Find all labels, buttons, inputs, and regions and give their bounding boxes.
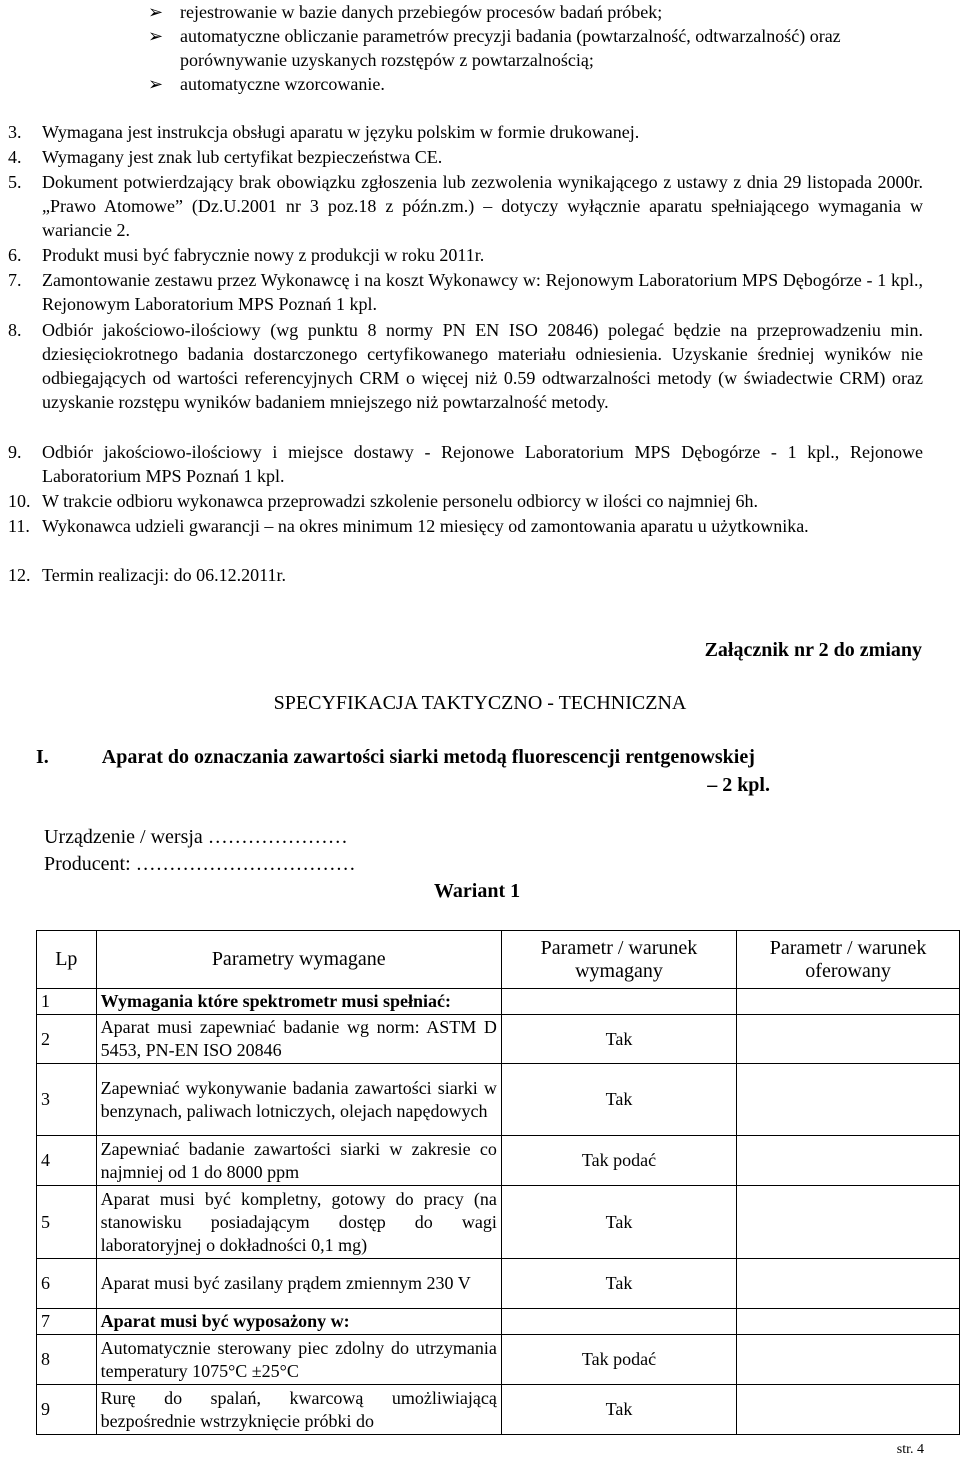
cell-param: Zapewniać wykonywanie badania zawartości siarki w benzynach, paliwach lotniczych, olejach napędowych [96, 1064, 501, 1136]
arrow-bullet-icon: ➢ [148, 74, 164, 94]
table-header-row [37, 931, 960, 989]
cell-lp: 3 [37, 1064, 97, 1136]
cell-lp: 2 [37, 1015, 97, 1064]
bullet-text: automatyczne wzorcowanie. [180, 74, 385, 94]
section-quantity: – 2 kpl. [707, 774, 770, 796]
cell-required [501, 1309, 736, 1335]
cell-param: Rurę do spalań, kwarcową umożliwiającą bezpośrednie wstrzyknięcie próbki do [96, 1385, 501, 1435]
numbered-item [8, 440, 923, 488]
numbered-item [8, 268, 923, 316]
item-text: Termin realizacji: do 06.12.2011r. [42, 565, 287, 585]
section-heading [36, 746, 755, 769]
table-row [37, 1335, 960, 1385]
bullet-text: rejestrowanie w bazie danych przebiegów procesów badań próbek; [180, 2, 663, 22]
item-text: W trakcie odbioru wykonawca przeprowadzi szkolenie personelu odbiorcy w ilości co najmniej 6h. [42, 491, 758, 511]
spec-table [36, 930, 960, 1435]
attachment-label: Załącznik nr 2 do zmiany [704, 639, 922, 661]
cell-lp: 1 [37, 989, 97, 1015]
item-text: Zamontowanie zestawu przez Wykonawcę i na koszt Wykonawcy w: Rejonowym Laboratorium MPS Dębogórze - 1 kpl., Rejonowym Laboratorium MPS Poznań 1 kpl. [42, 270, 923, 314]
cell-param: Automatycznie sterowany piec zdolny do utrzymania temperatury 1075°C ±25°C [96, 1335, 501, 1385]
cell-lp: 7 [37, 1309, 97, 1335]
table-row [37, 989, 960, 1015]
item-number: 12. [8, 565, 31, 585]
table-row [37, 1064, 960, 1136]
item-number: 5. [8, 172, 22, 192]
header-lp: Lp [37, 931, 97, 989]
cell-lp: 9 [37, 1385, 97, 1435]
item-text: Dokument potwierdzający brak obowiązku zgłoszenia lub zezwolenia wynikającego z ustawy z dnia 29 listopada 2000r. „Prawo Atomowe” (Dz.U.2001 nr 3 poz.18 z późn.zm.) – dotyczy wyłącznie aparatu spełniającego wymagania w wariancie 2. [42, 172, 923, 240]
cell-offered [737, 1385, 960, 1435]
item-number: 8. [8, 320, 22, 340]
item-number: 11. [8, 516, 30, 536]
cell-param: Aparat musi być zasilany prądem zmiennym 230 V [96, 1259, 501, 1309]
table-row [37, 1259, 960, 1309]
bullet-text: automatyczne obliczanie parametrów precyzji badania (powtarzalność, odtwarzalność) oraz porównywanie uzyskanych rozstępów z powtarzalnością; [180, 26, 841, 70]
numbered-item [8, 514, 923, 538]
producer-line: Producent: …………………………… [44, 853, 356, 875]
device-version-line: Urządzenie / wersja ………………… [44, 826, 348, 848]
item-number: 7. [8, 270, 22, 290]
cell-param: Wymagania które spektrometr musi spełniać: [96, 989, 501, 1015]
section-title: Aparat do oznaczania zawartości siarki metodą fluorescencji rentgenowskiej [101, 746, 755, 768]
bullet-item [148, 24, 925, 72]
cell-offered [737, 1335, 960, 1385]
numbered-item [8, 120, 923, 144]
numbered-item [8, 489, 923, 513]
cell-offered [737, 989, 960, 1015]
table-row [37, 1385, 960, 1435]
cell-offered [737, 1015, 960, 1064]
item-text: Wymagana jest instrukcja obsługi aparatu w języku polskim w formie drukowanej. [42, 122, 640, 142]
item-text: Wykonawca udzieli gwarancji – na okres minimum 12 miesięcy od zamontowania aparatu u użytkownika. [42, 516, 809, 536]
header-required: Parametr / warunek wymagany [501, 931, 736, 989]
numbered-item [8, 170, 923, 242]
item-number: 4. [8, 147, 22, 167]
numbered-item [8, 563, 923, 587]
numbered-item [8, 318, 923, 414]
cell-required: Tak [501, 1064, 736, 1136]
cell-offered [737, 1136, 960, 1186]
cell-required: Tak [501, 1259, 736, 1309]
cell-param: Aparat musi być wyposażony w: [96, 1309, 501, 1335]
cell-required [501, 989, 736, 1015]
cell-required: Tak podać [501, 1335, 736, 1385]
item-text: Wymagany jest znak lub certyfikat bezpieczeństwa CE. [42, 147, 443, 167]
table-row [37, 1186, 960, 1259]
cell-lp: 8 [37, 1335, 97, 1385]
cell-lp: 4 [37, 1136, 97, 1186]
cell-offered [737, 1186, 960, 1259]
arrow-bullet-icon: ➢ [148, 26, 164, 46]
item-number: 9. [8, 442, 22, 462]
variant-label: Wariant 1 [434, 880, 521, 902]
spec-title: SPECYFIKACJA TAKTYCZNO - TECHNICZNA [273, 692, 687, 714]
item-text: Odbiór jakościowo-ilościowy (wg punktu 8 normy PN EN ISO 20846) polegać będzie na przeprowadzeniu min. dziesięciokrotnego badania dostarczonego certyfikowanego materiału odniesienia. Uzyskanie średniej wyników nie odbiegających od wartości referencyjnych CRM o więcej niż 0.59 odtwarzalności metody (w świadectwie CRM) oraz uzyskanie rozstępu wyników badaniem mniejszego niż powtarzalność metody. [42, 320, 923, 412]
table-row [37, 1136, 960, 1186]
table-row [37, 1015, 960, 1064]
header-params: Parametry wymagane [96, 931, 501, 989]
cell-lp: 5 [37, 1186, 97, 1259]
bullet-item [148, 72, 925, 96]
item-text: Odbiór jakościowo-ilościowy i miejsce dostawy - Rejonowe Laboratorium MPS Dębogórze - 1 kpl., Rejonowe Laboratorium MPS Poznań 1 kpl. [42, 442, 923, 486]
item-number: 10. [8, 491, 31, 511]
cell-offered [737, 1064, 960, 1136]
item-text: Produkt musi być fabrycznie nowy z produkcji w roku 2011r. [42, 245, 485, 265]
arrow-bullet-icon: ➢ [148, 2, 164, 22]
section-number: I. [36, 746, 49, 768]
cell-param: Aparat musi być kompletny, gotowy do pracy (na stanowisku posiadającym dostęp do wagi laboratoryjnej o dokładności 0,1 mg) [96, 1186, 501, 1259]
cell-required: Tak [501, 1186, 736, 1259]
cell-lp: 6 [37, 1259, 97, 1309]
header-offered: Parametr / warunek oferowany [737, 931, 960, 989]
numbered-item [8, 145, 923, 169]
item-number: 6. [8, 245, 22, 265]
cell-offered [737, 1259, 960, 1309]
cell-required: Tak podać [501, 1136, 736, 1186]
cell-param: Aparat musi zapewniać badanie wg norm: ASTM D 5453, PN-EN ISO 20846 [96, 1015, 501, 1064]
numbered-item [8, 243, 923, 267]
table-row [37, 1309, 960, 1335]
bullet-item [148, 0, 925, 24]
cell-offered [737, 1309, 960, 1335]
cell-required: Tak [501, 1015, 736, 1064]
cell-param: Zapewniać badanie zawartości siarki w zakresie co najmniej od 1 do 8000 ppm [96, 1136, 501, 1186]
cell-required: Tak [501, 1385, 736, 1435]
item-number: 3. [8, 122, 22, 142]
page-number: str. 4 [896, 1442, 924, 1457]
